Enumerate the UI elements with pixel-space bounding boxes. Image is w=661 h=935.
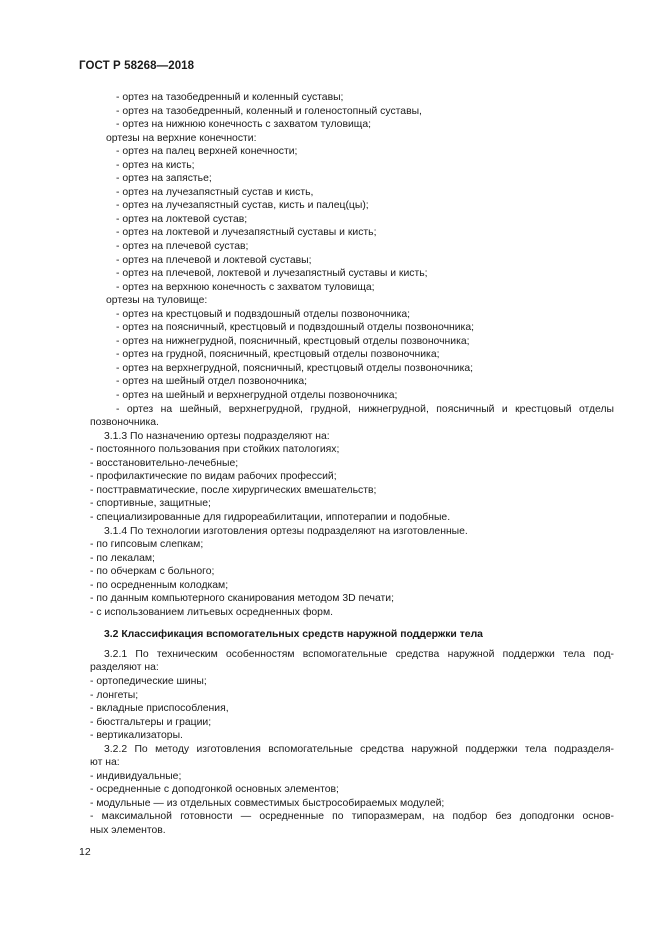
list-item: - постоянного пользования при стойких патологиях; (90, 444, 340, 456)
list-item: - лонгеты; (90, 689, 139, 701)
list-item: - ортез на лучезапястный сустав и кисть, (116, 186, 314, 198)
clause-3-2-1: 3.2.1 По техническим особенностям вспомогательные средства наружной поддержки тела под- (104, 648, 614, 660)
list-item: - ортез на шейный и верхнегрудной отделы позвоночника; (116, 390, 398, 402)
list-item: - бюстгальтеры и грации; (90, 716, 212, 728)
list-item: - ортез на лучезапястный сустав, кисть и палец(цы); (116, 200, 369, 212)
list-item: - ортез на кисть; (116, 159, 195, 171)
list-item: - с использованием литьевых осредненных форм. (90, 606, 333, 618)
list-item: - ортез на локтевой и лучезапястный суставы и кисть; (116, 227, 377, 239)
clause-3-1-3: 3.1.3 По назначению ортезы подразделяют на: (104, 430, 330, 442)
list-item: - ортез на верхнегрудной, поясничный, крестцовый отделы позвоночника; (116, 362, 474, 374)
list-item: - ортез на шейный отдел позвоночника; (116, 376, 308, 388)
group-label: ортезы на туловище: (106, 295, 208, 307)
list-item: - вкладные приспособления, (90, 703, 229, 715)
page-number: 12 (79, 846, 91, 858)
list-item: - максимальной готовности — осредненные по типоразмерам, на подбор без доподгонки основ- (90, 811, 614, 823)
group-label: ортезы на верхние конечности: (106, 132, 257, 144)
list-item: - вертикализаторы. (90, 730, 183, 742)
list-item: - ортез на тазобедренный, коленный и голеностопный суставы, (116, 105, 422, 117)
list-item: - по обчеркам с больного; (90, 566, 215, 578)
list-item-continuation: ных элементов. (90, 824, 166, 836)
list-item: - осредненные с доподгонкой основных элементов; (90, 784, 339, 796)
list-item: - ортез на палец верхней конечности; (116, 146, 298, 158)
list-item: - ортез на плечевой сустав; (116, 241, 249, 253)
clause-continuation: разделяют на: (90, 662, 159, 674)
list-item: - ортез на запястье; (116, 173, 212, 185)
list-item: - индивидуальные; (90, 770, 182, 782)
list-item: - специализированные для гидрореабилитации, иппотерапии и подобные. (90, 511, 451, 523)
list-item: - ортез на плечевой и локтевой суставы; (116, 254, 312, 266)
list-item: - посттравматические, после хирургических вмешательств; (90, 484, 377, 496)
body-text (90, 91, 614, 838)
list-item: - по данным компьютерного сканирования методом 3D печати; (90, 593, 394, 605)
standard-header: ГОСТ Р 58268—2018 (79, 60, 195, 72)
list-item: - восстановительно-лечебные; (90, 457, 239, 469)
list-item-continuation: позвоночника. (90, 417, 159, 429)
list-item: - ортез на грудной, поясничный, крестцовый отделы позвоночника; (116, 349, 440, 361)
list-item: - ортопедические шины; (90, 675, 207, 687)
list-item: - по гипсовым слепкам; (90, 539, 204, 551)
clause-continuation: ют на: (90, 757, 120, 769)
list-item: - ортез на тазобедренный и коленный суставы; (116, 92, 344, 103)
list-item: - модульные — из отдельных совместимых быстрособираемых модулей; (90, 797, 445, 809)
clause-3-1-4: 3.1.4 По технологии изготовления ортезы подразделяют на изготовленные. (104, 525, 468, 537)
section-heading-3-2: 3.2 Классификация вспомогательных средств наружной поддержки тела (104, 629, 483, 641)
list-item: - ортез на локтевой сустав; (116, 213, 248, 225)
list-item: - ортез на шейный, верхнегрудной, грудной, нижнегрудной, поясничный и крестцовый отделы (116, 403, 614, 415)
list-item: - по осредненным колодкам; (90, 579, 229, 591)
list-item: - спортивные, защитные; (90, 498, 211, 510)
list-item: - ортез на верхнюю конечность с захватом туловища; (116, 281, 375, 293)
list-item: - ортез на плечевой, локтевой и лучезапястный суставы и кисть; (116, 268, 428, 280)
list-item: - ортез на поясничный, крестцовый и подвздошный отделы позвоночника; (116, 322, 474, 334)
list-item: - ортез на нижнегрудной, поясничный, крестцовый отделы позвоночника; (116, 335, 470, 347)
list-item: - ортез на нижнюю конечность с захватом туловища; (116, 119, 371, 131)
clause-3-2-2: 3.2.2 По методу изготовления вспомогательные средства наружной поддержки тела подразделя- (104, 743, 614, 755)
list-item: - ортез на крестцовый и подвздошный отделы позвоночника; (116, 308, 411, 320)
list-item: - по лекалам; (90, 552, 155, 564)
list-item: - профилактические по видам рабочих профессий; (90, 471, 337, 483)
